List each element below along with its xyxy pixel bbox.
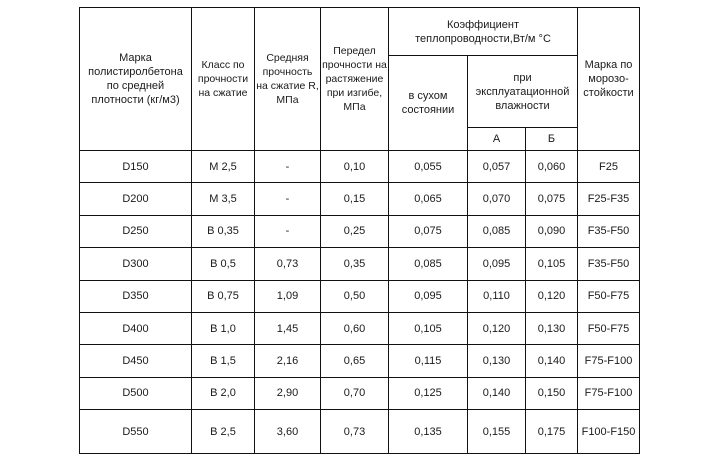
cell-avg-strength: 2,90 [255, 377, 321, 409]
header-op-b: Б [526, 128, 578, 151]
cell-class: В 1,0 [192, 312, 255, 344]
cell-class: В 2,5 [192, 410, 255, 454]
cell-op-b: 0,130 [526, 312, 578, 344]
properties-table [79, 7, 640, 454]
cell-tensile: 0,25 [321, 215, 389, 247]
table-row [80, 248, 640, 280]
cell-class: В 0,35 [192, 215, 255, 247]
cell-grade: D250 [80, 215, 192, 247]
table-row [80, 345, 640, 377]
cell-class: М 3,5 [192, 183, 255, 215]
cell-frost: F25-F35 [578, 183, 640, 215]
cell-avg-strength: 2,16 [255, 345, 321, 377]
cell-avg-strength: - [255, 183, 321, 215]
cell-dry: 0,065 [389, 183, 468, 215]
header-avg-strength: Средняя прочность на сжатие R, МПа [255, 8, 321, 151]
cell-dry: 0,095 [389, 280, 468, 312]
cell-avg-strength: - [255, 215, 321, 247]
cell-dry: 0,055 [389, 151, 468, 183]
header-conductivity: Коэффициент теплопроводности,Вт/м °С [389, 8, 578, 56]
cell-op-b: 0,090 [526, 215, 578, 247]
cell-tensile: 0,60 [321, 312, 389, 344]
cell-tensile: 0,50 [321, 280, 389, 312]
cell-op-a: 0,070 [468, 183, 526, 215]
table-row [80, 215, 640, 247]
cell-dry: 0,105 [389, 312, 468, 344]
table-row [80, 183, 640, 215]
header-tensile: Передел прочности на растяжение при изгибе, МПа [321, 8, 389, 151]
table-row [80, 377, 640, 409]
cell-avg-strength: 1,09 [255, 280, 321, 312]
cell-tensile: 0,15 [321, 183, 389, 215]
cell-op-a: 0,155 [468, 410, 526, 454]
cell-frost: F50-F75 [578, 312, 640, 344]
cell-tensile: 0,70 [321, 377, 389, 409]
table-row [80, 151, 640, 183]
cell-op-b: 0,175 [526, 410, 578, 454]
cell-frost: F35-F50 [578, 215, 640, 247]
cell-tensile: 0,10 [321, 151, 389, 183]
cell-dry: 0,115 [389, 345, 468, 377]
cell-frost: F75-F100 [578, 377, 640, 409]
cell-grade: D150 [80, 151, 192, 183]
cell-class: В 1,5 [192, 345, 255, 377]
cell-dry: 0,085 [389, 248, 468, 280]
cell-op-b: 0,105 [526, 248, 578, 280]
cell-dry: 0,125 [389, 377, 468, 409]
cell-tensile: 0,73 [321, 410, 389, 454]
cell-grade: D200 [80, 183, 192, 215]
header-op-a: А [468, 128, 526, 151]
cell-frost: F50-F75 [578, 280, 640, 312]
header-class: Класс по прочности на сжатие [192, 8, 255, 151]
table-row [80, 312, 640, 344]
cell-avg-strength: 3,60 [255, 410, 321, 454]
cell-tensile: 0,35 [321, 248, 389, 280]
cell-op-b: 0,120 [526, 280, 578, 312]
cell-dry: 0,075 [389, 215, 468, 247]
cell-op-a: 0,057 [468, 151, 526, 183]
cell-op-a: 0,140 [468, 377, 526, 409]
header-row-1 [80, 8, 640, 56]
cell-avg-strength: 1,45 [255, 312, 321, 344]
header-dry: в сухом состоянии [389, 56, 468, 151]
cell-class: М 2,5 [192, 151, 255, 183]
cell-frost: F75-F100 [578, 345, 640, 377]
cell-op-a: 0,085 [468, 215, 526, 247]
cell-dry: 0,135 [389, 410, 468, 454]
cell-op-a: 0,130 [468, 345, 526, 377]
cell-class: В 0,5 [192, 248, 255, 280]
cell-frost: F25 [578, 151, 640, 183]
cell-class: В 0,75 [192, 280, 255, 312]
cell-op-b: 0,150 [526, 377, 578, 409]
cell-grade: D350 [80, 280, 192, 312]
cell-avg-strength: - [255, 151, 321, 183]
cell-op-a: 0,110 [468, 280, 526, 312]
cell-op-b: 0,060 [526, 151, 578, 183]
table-row [80, 410, 640, 454]
header-grade: Марка полистиролбетона по средней плотности (кг/м3) [80, 8, 192, 151]
header-operational: при эксплуатационной влажности [468, 56, 578, 128]
cell-tensile: 0,65 [321, 345, 389, 377]
header-frost: Марка по морозо-стойкости [578, 8, 640, 151]
cell-grade: D400 [80, 312, 192, 344]
cell-op-b: 0,075 [526, 183, 578, 215]
cell-frost: F35-F50 [578, 248, 640, 280]
cell-grade: D500 [80, 377, 192, 409]
table-row [80, 280, 640, 312]
cell-frost: F100-F150 [578, 410, 640, 454]
cell-class: В 2,0 [192, 377, 255, 409]
cell-grade: D300 [80, 248, 192, 280]
cell-grade: D450 [80, 345, 192, 377]
cell-grade: D550 [80, 410, 192, 454]
cell-op-a: 0,095 [468, 248, 526, 280]
cell-op-b: 0,140 [526, 345, 578, 377]
cell-op-a: 0,120 [468, 312, 526, 344]
cell-avg-strength: 0,73 [255, 248, 321, 280]
